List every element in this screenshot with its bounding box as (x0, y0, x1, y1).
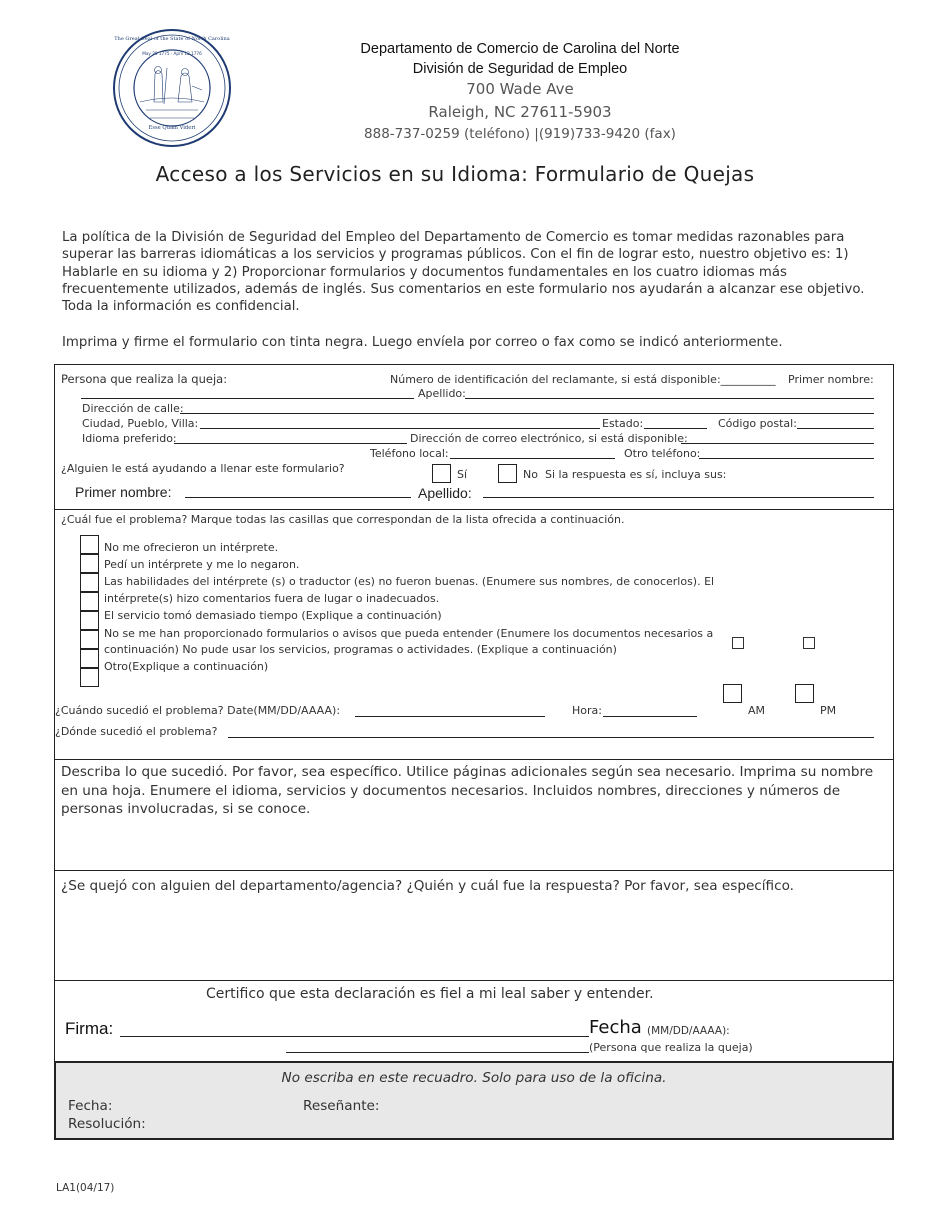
office-reviewer-label: Reseñante: (303, 1098, 380, 1114)
problem-checkbox-6[interactable] (80, 630, 99, 649)
pm-label: PM (820, 704, 837, 717)
email-field[interactable] (681, 443, 874, 444)
signature-field[interactable] (120, 1036, 589, 1037)
problem-option-5: No se me han proporcionado formularios o avisos que pueda entender (Enumere los documentos necesarios a (104, 627, 714, 640)
contact-phones: 888-737-0259 (teléfono) |(919)733-9420 (fax) (364, 126, 676, 142)
problem-checkbox-3[interactable] (80, 573, 99, 592)
agency-section (54, 870, 894, 980)
when-date-field[interactable] (355, 716, 545, 717)
first-name-label: Primer nombre: (788, 373, 874, 386)
problem-section (54, 509, 894, 759)
where-field[interactable] (228, 737, 874, 738)
agency-question: ¿Se quejó con alguien del departamento/agencia? ¿Quién y cuál fue la respuesta? Por favor, sea específico. (61, 878, 794, 894)
helper-last-name-field[interactable] (483, 497, 874, 498)
first-name-field[interactable] (81, 398, 414, 399)
division-name: División de Seguridad de Empleo (412, 61, 628, 77)
zip-field[interactable] (797, 428, 874, 429)
where-label: ¿Dónde sucedió el problema? (55, 725, 218, 738)
signature-label: Firma: (65, 1019, 114, 1038)
policy-paragraph: La política de la División de Seguridad del Empleo del Departamento de Comercio es tomar medidas razonables para superar las barreras idiomáticas a los servicios y programas públicos. Con el fin de lograr esto, nuestro objetivo es: 1) Hablarle en su idioma y 2) Proporcionar formularios y documentos fundamentales en los cuatro idiomas más frecuentemente utilizados, además de inglés. Sus comentarios en este formulario nos ayudarán a alcanzar ese objetivo. Toda la información es confidencial. (62, 230, 865, 315)
last-name-field[interactable] (465, 398, 874, 399)
problem-option-4: El servicio tomó demasiado tiempo (Explique a continuación) (104, 609, 442, 622)
time-field[interactable] (603, 716, 697, 717)
helper-yes-checkbox[interactable] (432, 464, 451, 483)
pm-checkbox[interactable] (795, 684, 814, 703)
state-seal-logo (112, 28, 232, 148)
claimant-id-label: Número de identificación del reclamante, si está disponible:__________ (390, 373, 776, 386)
office-resolution-label: Resolución: (68, 1116, 146, 1132)
problem-checkbox-5[interactable] (80, 611, 99, 630)
problem-option-2: Pedí un intérprete y me lo negaron. (104, 558, 300, 571)
helper-last-name-label: Apellido: (418, 485, 472, 501)
office-use-box (54, 1061, 894, 1140)
helper-if-yes-label: Si la respuesta es sí, incluya sus: (545, 468, 727, 481)
helper-yes-label: Sí (457, 468, 468, 481)
language-field[interactable] (174, 443, 407, 444)
street-label: Dirección de calle: (82, 402, 184, 415)
problem-checkbox-8[interactable] (80, 668, 99, 687)
email-label: Dirección de correo electrónico, si está disponible: (410, 432, 688, 445)
problem-option-5-cont: continuación) No pude usar los servicios, programas o actividades. (Explique a continuación) (104, 643, 617, 656)
zip-label: Código postal: (718, 417, 797, 430)
time-label: Hora: (572, 704, 602, 717)
problem-checkbox-2[interactable] (80, 554, 99, 573)
certify-statement: Certifico que esta declaración es fiel a mi leal saber y entender. (206, 986, 654, 1002)
describe-section (54, 759, 894, 870)
department-name: Departamento de Comercio de Carolina del Norte (360, 41, 680, 57)
problem-checkbox-7[interactable] (80, 649, 99, 668)
office-note: No escriba en este recuadro. Solo para uso de la oficina. (281, 1070, 667, 1086)
other-phone-label: Otro teléfono: (624, 447, 701, 460)
helper-no-checkbox[interactable] (498, 464, 517, 483)
complainant-section (54, 364, 894, 509)
form-id: LA1(04/17) (56, 1182, 115, 1194)
local-phone-field[interactable] (450, 458, 615, 459)
complainant-label: Persona que realiza la queja: (61, 372, 228, 386)
helper-no-label: No (523, 468, 538, 481)
svg-text:May 20 1775 · April 12 1776: May 20 1775 · April 12 1776 (142, 51, 202, 56)
problem-checkbox-4[interactable] (80, 592, 99, 611)
form-title: Acceso a los Servicios en su Idioma: Formulario de Quejas (155, 162, 755, 186)
street-field[interactable] (180, 413, 874, 414)
date-field[interactable] (286, 1052, 589, 1053)
office-date-label: Fecha: (68, 1098, 113, 1114)
last-name-label: Apellido: (418, 387, 466, 400)
svg-text:The Great Seal of the State of: The Great Seal of the State of North Carolina (114, 36, 230, 42)
certify-section (54, 980, 894, 1062)
small-checkbox-b[interactable] (803, 637, 815, 649)
city-address: Raleigh, NC 27611-5903 (428, 103, 612, 121)
problem-option-3-cont: intérprete(s) hizo comentarios fuera de lugar o inadecuados. (104, 592, 440, 605)
small-checkbox-a[interactable] (732, 637, 744, 649)
city-field[interactable] (200, 428, 600, 429)
problem-checkbox-1[interactable] (80, 535, 99, 554)
state-label: Estado: (602, 417, 644, 430)
when-label: ¿Cuándo sucedió el problema? Date(MM/DD/AAAA): (55, 704, 341, 717)
city-label: Ciudad, Pueblo, Villa: (82, 417, 199, 430)
date-label: Fecha (589, 1017, 642, 1038)
local-phone-label: Teléfono local: (370, 447, 449, 460)
problem-question: ¿Cuál fue el problema? Marque todas las casillas que correspondan de la lista ofrecida a continuación. (61, 513, 625, 526)
problem-option-3: Las habilidades del intérprete (s) o traductor (es) no fueron buenas. (Enumere sus nombres, de conocerlos). El (104, 575, 715, 588)
am-checkbox[interactable] (723, 684, 742, 703)
am-label: AM (748, 704, 766, 717)
person-note: (Persona que realiza la queja) (589, 1041, 753, 1054)
street-address: 700 Wade Ave (466, 80, 574, 98)
helper-first-name-field[interactable] (185, 497, 411, 498)
other-phone-field[interactable] (699, 458, 874, 459)
svg-text:Esse Quam Videri: Esse Quam Videri (148, 125, 196, 131)
describe-instructions: Describa lo que sucedió. Por favor, sea específico. Utilice páginas adicionales según sea necesario. Imprima su nombre en una hoja. Enumere el idioma, servicios y documentos necesarios. Incluidos nombres, direcciones y números de personas involucradas, si se conoce. (61, 764, 874, 817)
helper-question: ¿Alguien le está ayudando a llenar este formulario? (61, 462, 345, 475)
print-instructions: Imprima y firme el formulario con tinta negra. Luego envíela por correo o fax como se indicó anteriormente. (62, 335, 783, 350)
helper-first-name-label: Primer nombre: (75, 484, 172, 500)
state-field[interactable] (644, 428, 707, 429)
language-label: Idioma preferido: (82, 432, 177, 445)
problem-option-6: Otro(Explique a continuación) (104, 660, 269, 673)
problem-option-1: No me ofrecieron un intérprete. (104, 541, 279, 554)
date-format-label: (MM/DD/AAAA): (647, 1025, 730, 1037)
